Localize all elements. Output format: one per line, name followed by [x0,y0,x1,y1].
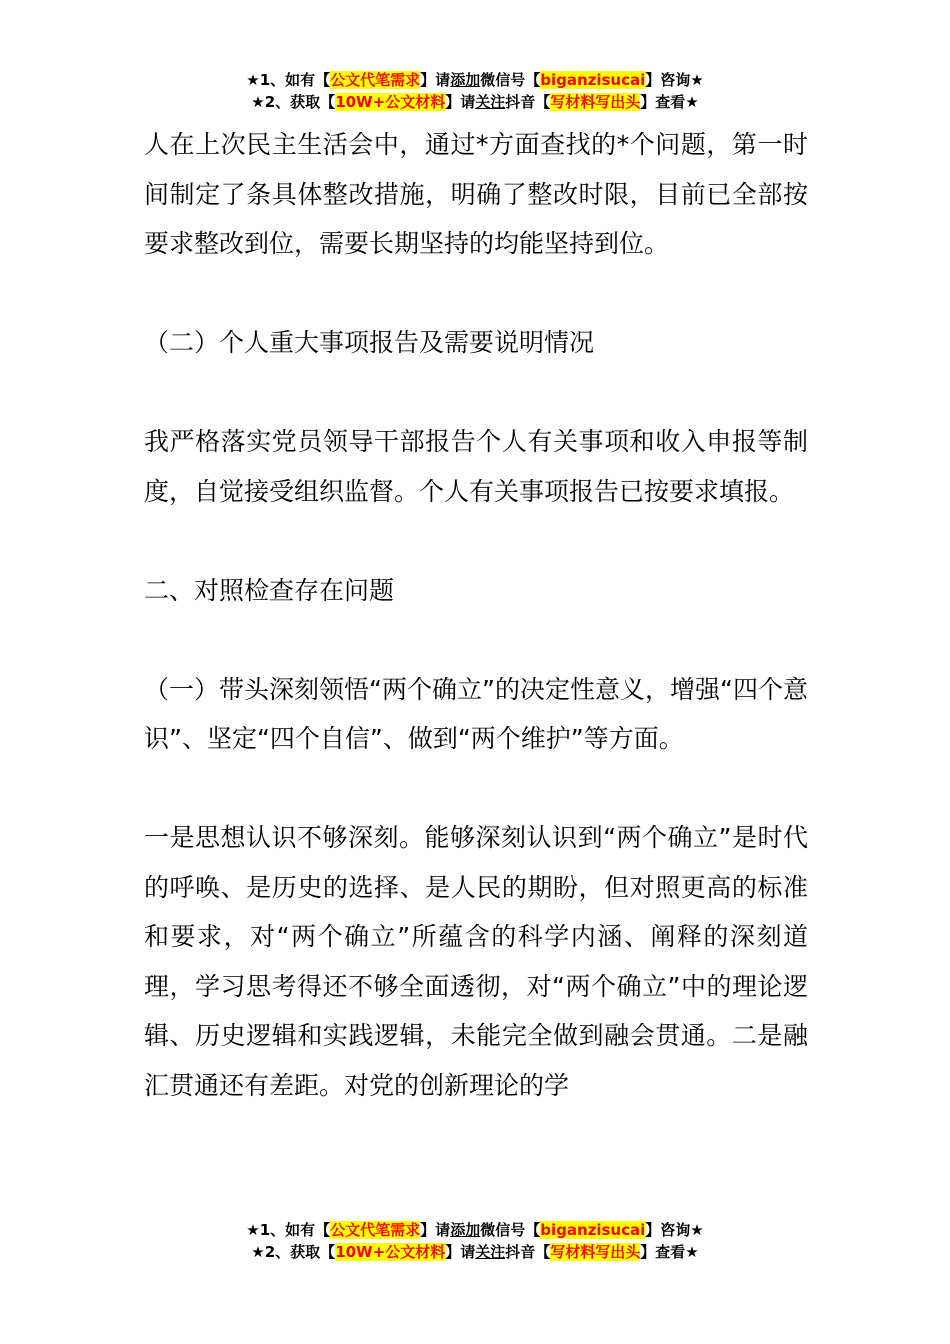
banner-text: 】咨询★ [645,71,704,89]
highlight-douyin-account: 写材料写出头 [550,93,641,111]
banner-text: 】查看★ [640,1243,699,1261]
paragraph-rectification: 人在上次民主生活会中，通过*方面查找的*个问题，第一时间制定了条具体整改措施，明确了整改时限，目前已全部按要求整改到位，需要长期坚持的均能坚持到位。 [144,130,808,258]
document-body [144,120,808,1110]
paragraph-personal-report: 我严格落实党员领导干部报告个人有关事项和收入申报等制度，自觉接受组织监督。个人有关事项报告已按要求填报。 [144,427,808,506]
section-heading-personal-matters: （二）个人重大事项报告及需要说明情况 [144,328,595,357]
highlight-wechat-id: biganzisucai [540,1221,646,1239]
banner-text: 】请 [420,71,451,89]
banner-text: ★1、如有【 [246,1221,331,1239]
footer-banner [0,1219,950,1263]
highlight-service: 公文代笔需求 [330,1221,421,1239]
banner-line-1 [0,1219,950,1241]
banner-emphasis: 关注 [475,1243,506,1261]
banner-emphasis: 添加 [450,71,481,89]
banner-text: 】请 [420,1221,451,1239]
banner-text: 抖音【 [505,93,551,111]
banner-text: ★1、如有【 [246,71,331,89]
subsection-heading-two-establishments: （一）带头深刻领悟“两个确立”的决定性意义，增强“四个意识”、坚定“四个自信”、做到“两个维护”等方面。 [144,674,808,753]
highlight-materials: 10W+公文材料 [335,93,446,111]
banner-line-2 [0,91,950,113]
banner-text: 微信号【 [480,1221,541,1239]
banner-text: ★2、获取【 [251,93,336,111]
paragraph-problem-details: 一是思想认识不够深刻。能够深刻认识到“两个确立”是时代的呼唤、是历史的选择、是人民的期盼，但对照更高的标准和要求，对“两个确立”所蕴含的科学内涵、阐释的深刻道理，学习思考得还不够全面透彻，对“两个确立”中的理论逻辑、历史逻辑和实践逻辑，未能完全做到融会贯通。二是融汇贯通还有差距。对党的创新理论的学 [144,823,808,1100]
highlight-wechat-id: biganzisucai [540,71,646,89]
banner-line-1 [0,69,950,91]
highlight-materials: 10W+公文材料 [335,1243,446,1261]
banner-text: 】请 [445,1243,476,1261]
banner-emphasis: 添加 [450,1221,481,1239]
banner-emphasis: 关注 [475,93,506,111]
header-banner [0,69,950,113]
banner-text: 】查看★ [640,93,699,111]
banner-text: 】请 [445,93,476,111]
banner-text: ★2、获取【 [251,1243,336,1261]
highlight-service: 公文代笔需求 [330,71,421,89]
banner-text: 】咨询★ [645,1221,704,1239]
banner-text: 微信号【 [480,71,541,89]
banner-line-2 [0,1241,950,1263]
highlight-douyin-account: 写材料写出头 [550,1243,641,1261]
banner-text: 抖音【 [505,1243,551,1261]
section-heading-problems: 二、对照检查存在问题 [144,575,395,605]
